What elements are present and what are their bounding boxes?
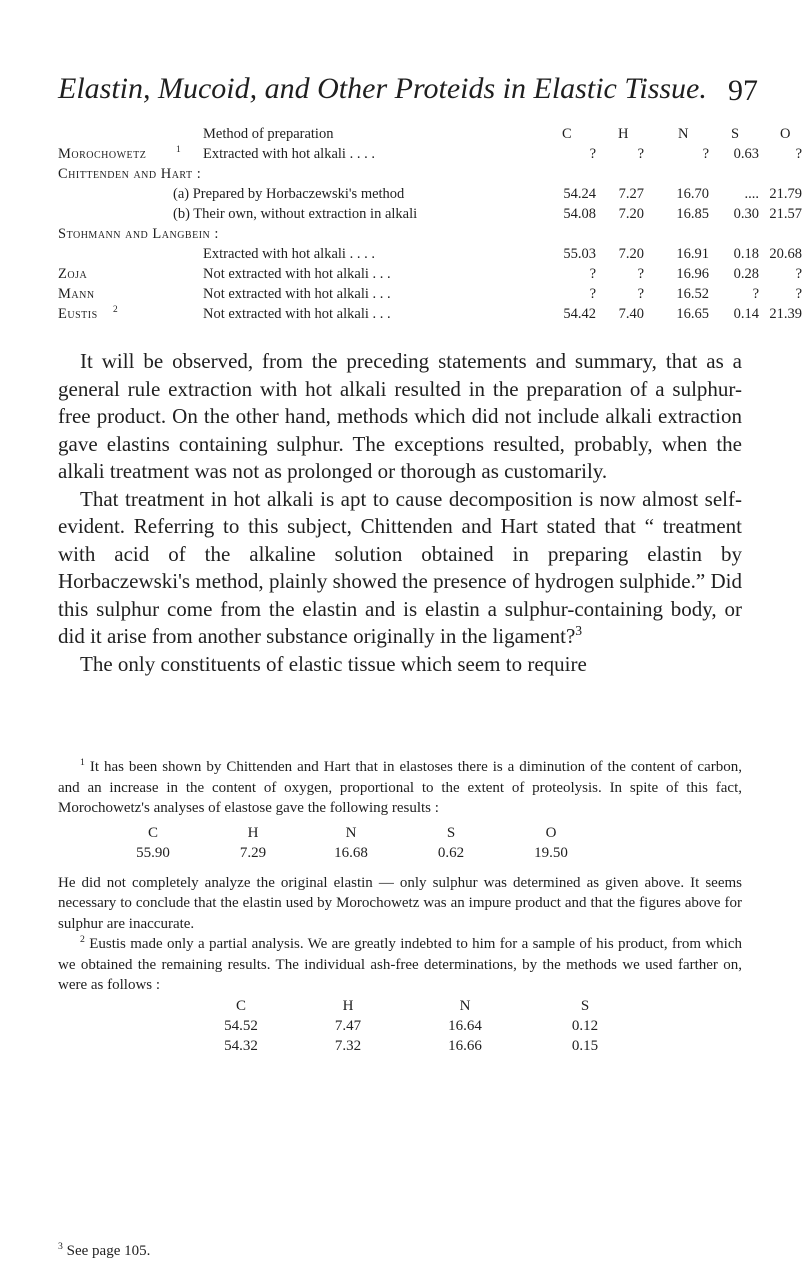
cell-o: 21.79 — [769, 186, 802, 202]
cell-s: 0.18 — [733, 246, 759, 262]
row-author: Mann — [58, 286, 95, 302]
cell-h: 7.40 — [618, 306, 644, 322]
fn1-header-c: C — [147, 824, 158, 841]
cell-n: 16.96 — [676, 266, 709, 282]
cell-n: 16.65 — [676, 306, 709, 322]
paragraph-2 — [58, 486, 742, 651]
table-row — [58, 226, 758, 246]
paragraph-3: The only constituents of elastic tissue which seem to require — [80, 651, 587, 676]
column-header-n: N — [678, 126, 689, 142]
cell-c: ? — [589, 286, 596, 302]
paragraph-1: It will be observed, from the preceding statements and summary, that as a general rule extraction with hot alkali resulted in the preparation of a sulphur-free product. On the other hand, methods which did not include alkali extraction gave elastins containing sulphur. The exceptions resulted, probably, when the alkali treatment was not as prolonged or thorough as customarily. — [58, 349, 742, 483]
cell-s: 0.63 — [733, 146, 759, 162]
fn1-header-n: N — [345, 824, 357, 841]
row-author: Eustis — [58, 306, 98, 322]
footnotes — [58, 757, 742, 1058]
fn1-header-s: S — [446, 824, 456, 841]
table-row: Eustis 2 Not extracted with hot alkali . . . 54.42 7.40 16.65 0.14 21.39 — [58, 305, 802, 322]
footnote-2-mark: 2 — [80, 934, 85, 945]
fn1-value-o: 19.50 — [534, 844, 568, 861]
fn1-header-h: H — [247, 824, 259, 841]
table-row: Morochowetz 1 Extracted with hot alkali . . . . ? ? ? 0.63 ? — [58, 145, 802, 162]
fn2-r2-c: 54.32 — [224, 1037, 258, 1054]
footnote-1 — [58, 757, 742, 819]
cell-s: .... — [744, 186, 759, 202]
row-method: Not extracted with hot alkali . . . — [203, 266, 391, 282]
column-header-s: S — [731, 126, 740, 142]
cell-h: 7.20 — [618, 206, 644, 222]
footnote-1-table — [58, 821, 742, 863]
table-row — [58, 286, 802, 306]
footnote-3-text: See page 105. — [66, 1243, 151, 1259]
fn2-header-s: S — [580, 997, 590, 1014]
cell-h: ? — [637, 146, 644, 162]
fn2-r2-n: 16.66 — [448, 1037, 482, 1054]
footnote-1-text: It has been shown by Chittenden and Hart that in elastoses there is a diminution of the content of carbon, and an increase in the content of oxygen, proportional to the extent of proteolysis. In spite of this fact, Morochowetz's analyses of elastose gave the following results : — [58, 759, 742, 816]
fn2-r1-n: 16.64 — [448, 1017, 482, 1034]
row-method: Extracted with hot alkali . . . . — [203, 146, 375, 162]
cell-s: 0.28 — [733, 266, 759, 282]
cell-c: 54.24 — [563, 186, 596, 202]
cell-s: 0.30 — [733, 206, 759, 222]
footnote-3-mark: 3 — [58, 1241, 63, 1252]
column-header-o: O — [780, 126, 791, 142]
fn1-value-h: 7.29 — [239, 844, 267, 861]
cell-o: 20.68 — [769, 246, 802, 262]
cell-c: ? — [589, 146, 596, 162]
body-text — [58, 348, 742, 678]
cell-c: 55.03 — [563, 246, 596, 262]
cell-h: 7.27 — [618, 186, 644, 202]
footnote-ref-3: 3 — [575, 623, 583, 638]
running-title: Elastin, Mucoid, and Other Proteids in Elastic Tissue. — [58, 72, 707, 105]
cell-o: 21.39 — [769, 306, 802, 322]
footnote-2-table — [58, 996, 742, 1058]
row-method: (a) Prepared by Horbaczewski's method — [173, 186, 405, 202]
fn1-value-s: 0.62 — [437, 844, 465, 861]
row-method: Not extracted with hot alkali . . . — [203, 306, 391, 322]
footnote-1-continuation: He did not completely analyze the original elastin — only sulphur was determined as given above. It seems necessary to conclude that the elastin used by Morochowetz was an impure product and that the figures above for sulphur are inaccurate. — [58, 874, 742, 932]
paragraph-2-text: That treatment in hot alkali is apt to cause decomposition is now almost self-evident. Referring to this subject, Chittenden and Hart stated that “ treatment with acid of the alkaline solution obtained in preparing elastin by Horbaczewski's method, plainly showed the presence of hydrogen sulphide.” Did this sulphur come from the elastin and is elastin a sulphur-containing body, or did it arise from another substance originally in the ligament? — [58, 486, 742, 648]
cell-n: 16.91 — [676, 246, 709, 262]
fn2-header-n: N — [459, 997, 471, 1014]
row-author: Morochowetz — [58, 146, 147, 162]
footnote-2 — [58, 934, 742, 996]
column-header-h: H — [618, 126, 629, 142]
table-row — [58, 246, 802, 266]
cell-o: ? — [795, 266, 802, 282]
cell-n: 16.70 — [676, 186, 709, 202]
cell-h: 7.20 — [618, 246, 644, 262]
cell-n: 16.85 — [676, 206, 709, 222]
table-header-row — [58, 126, 791, 146]
column-header-method: Method of preparation — [203, 126, 334, 142]
cell-n: 16.52 — [676, 286, 709, 302]
row-author: Stohmann and Langbein : — [58, 226, 219, 242]
fn1-header-o: O — [545, 824, 557, 841]
fn1-value-n: 16.68 — [334, 844, 368, 861]
table-row — [58, 266, 802, 286]
fn1-value-c: 55.90 — [136, 844, 170, 861]
cell-c: 54.42 — [563, 306, 596, 322]
row-method: Extracted with hot alkali . . . . — [203, 246, 375, 262]
footnote-3 — [58, 1243, 150, 1260]
row-method: Not extracted with hot alkali . . . — [203, 286, 391, 302]
cell-s: ? — [752, 286, 759, 302]
table-row — [58, 166, 758, 186]
running-header — [58, 72, 758, 108]
fn2-r1-s: 0.12 — [571, 1017, 599, 1034]
footnote-2-text: Eustis made only a partial analysis. We are greatly indebted to him for a sample of his product, from which we obtained the remaining results. The individual ash-free determinations, by the methods we used farther on, were as follows : — [58, 936, 743, 993]
fn2-header-h: H — [342, 997, 354, 1014]
row-method: (b) Their own, without extraction in alkali — [173, 206, 418, 222]
cell-n: ? — [702, 146, 709, 162]
fn2-r1-c: 54.52 — [224, 1017, 258, 1034]
table-row — [58, 206, 802, 226]
row-author: Chittenden and Hart : — [58, 166, 202, 182]
footnote-1-mark: 1 — [80, 757, 85, 768]
cell-s: 0.14 — [733, 306, 759, 322]
fn2-r2-s: 0.15 — [571, 1037, 599, 1054]
page-number: 97 — [728, 74, 758, 107]
fn2-r2-h: 7.32 — [334, 1037, 362, 1054]
cell-c: ? — [589, 266, 596, 282]
cell-h: ? — [637, 286, 644, 302]
cell-h: ? — [637, 266, 644, 282]
cell-o: ? — [795, 286, 802, 302]
cell-c: 54.08 — [563, 206, 596, 222]
column-header-c: C — [562, 126, 572, 142]
row-author: Zoja — [58, 266, 88, 282]
table-row — [58, 186, 802, 206]
fn2-r1-h: 7.47 — [334, 1017, 362, 1034]
fn2-header-c: C — [235, 997, 246, 1014]
cell-o: 21.57 — [769, 206, 802, 222]
cell-o: ? — [795, 146, 802, 162]
